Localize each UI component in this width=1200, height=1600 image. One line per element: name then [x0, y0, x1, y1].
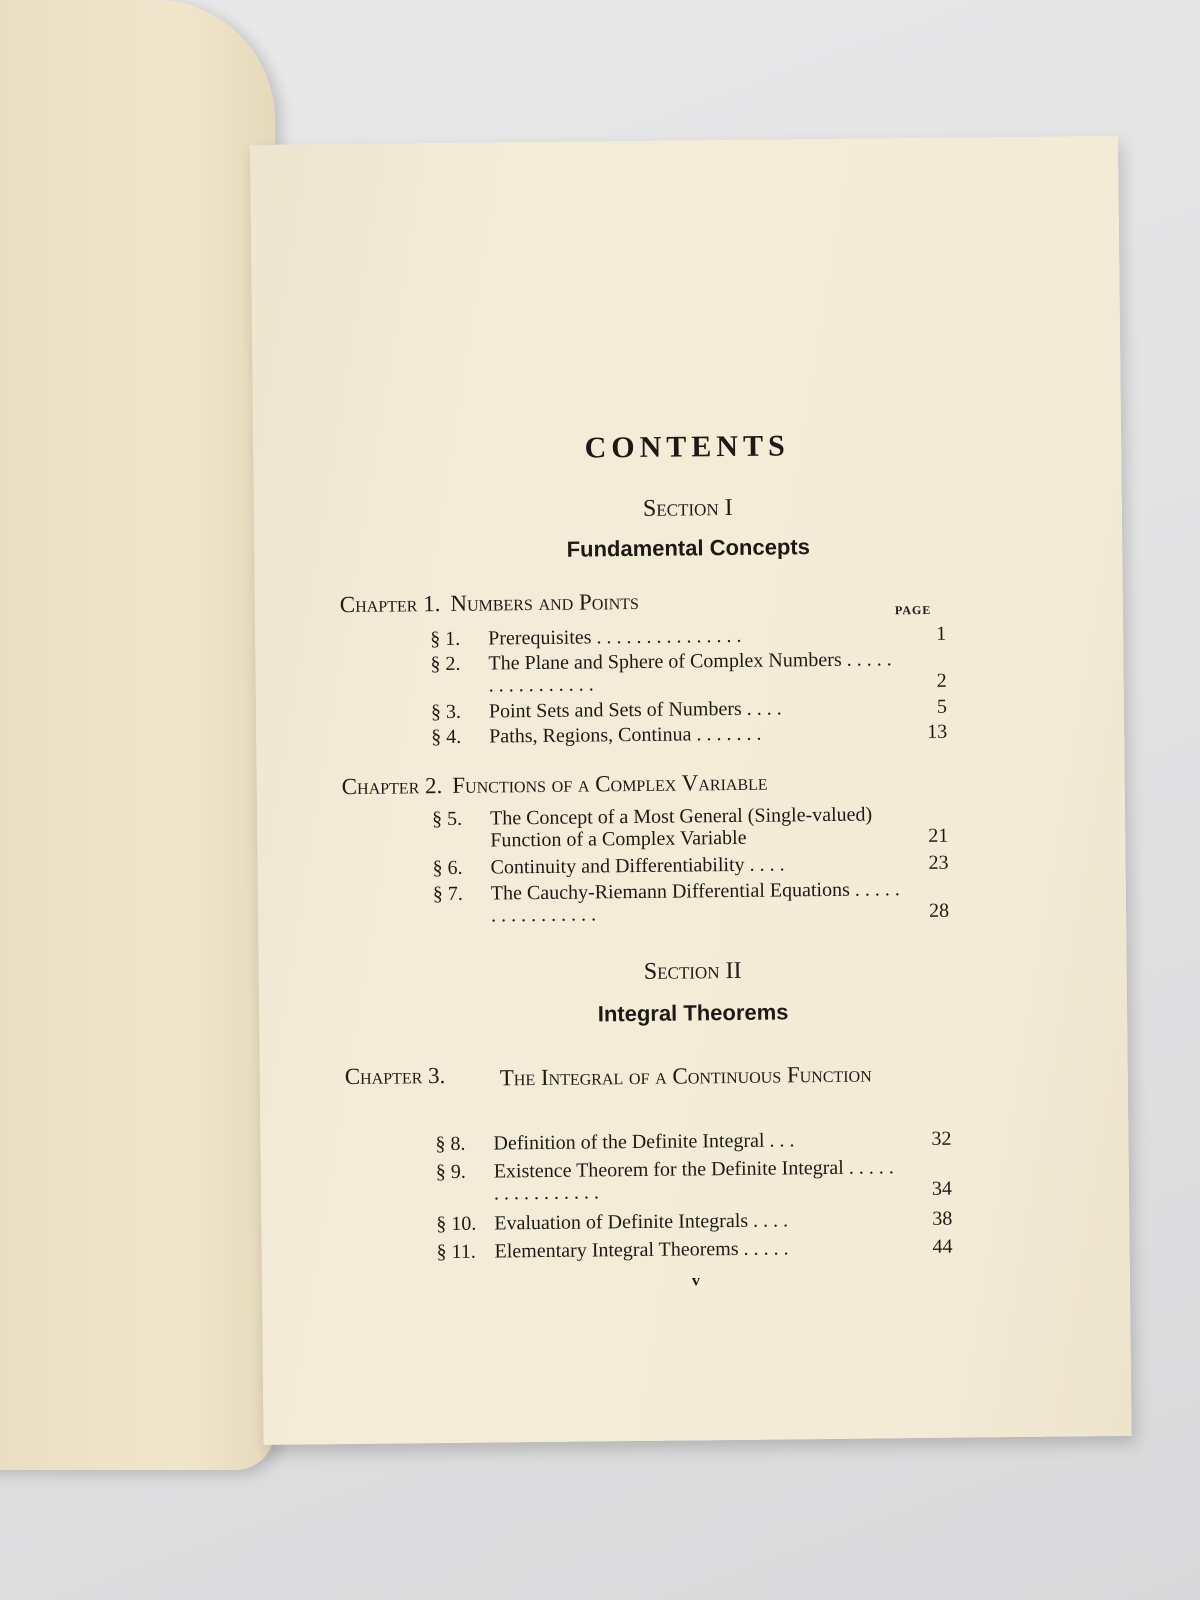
entry-number: § 5. — [431, 807, 463, 831]
entry-page: 5 — [936, 695, 948, 718]
entry-number: § 7. — [432, 882, 463, 906]
entry-title: Point Sets and Sets of Numbers . . . . — [488, 697, 782, 723]
toc-entry[interactable] — [430, 622, 947, 651]
chapter-title: The Integral of a Continuous Function — [499, 1061, 872, 1091]
toc-entry[interactable] — [435, 1127, 952, 1156]
toc-entry[interactable] — [436, 1235, 953, 1264]
chapter-title: Numbers and Points — [450, 588, 639, 616]
entry-title: The Plane and Sphere of Complex Numbers . . . . . . . . . . . . . . . . — [488, 648, 892, 697]
entry-title: Continuity and Differentiability . . . . — [490, 853, 785, 879]
entry-page: 44 — [932, 1235, 953, 1258]
entry-number: § 6. — [432, 856, 463, 880]
entry-title: The Cauchy-Riemann Differential Equations . . . . . . . . . . . . . . . . — [490, 878, 900, 927]
entry-title: The Concept of a Most General (Single-valued) Function of a Complex Variable — [489, 803, 873, 852]
entry-page: 2 — [936, 669, 947, 692]
entry-title: Evaluation of Definite Integrals . . . . — [494, 1209, 789, 1235]
entry-title: Existence Theorem for the Definite Integral . . . . . . . . . . . . . . . . — [493, 1156, 894, 1205]
section-subtitle: Fundamental Concepts — [566, 534, 810, 562]
entry-page: 23 — [928, 851, 949, 874]
toc-entry[interactable] — [432, 878, 950, 927]
section-label: Section I — [642, 494, 733, 522]
chapter-label: Chapter 2. — [341, 773, 443, 800]
entry-title: Definition of the Definite Integral . . . — [493, 1129, 795, 1155]
entry-title: Elementary Integral Theorems . . . . . — [494, 1237, 789, 1263]
left-page — [0, 0, 275, 1470]
entry-number: § 1. — [430, 627, 461, 651]
page-column-label: PAGE — [894, 602, 932, 618]
entry-number: § 4. — [431, 725, 462, 749]
section-subtitle: Integral Theorems — [597, 999, 789, 1027]
entry-number: § 11. — [436, 1240, 476, 1264]
chapter-heading — [340, 589, 639, 618]
page-folio: v — [691, 1272, 701, 1290]
chapter-heading — [345, 1058, 925, 1090]
entry-title: Paths, Regions, Continua . . . . . . . — [489, 722, 762, 748]
entry-title: Prerequisites . . . . . . . . . . . . . . . — [488, 624, 742, 650]
toc-entry[interactable] — [435, 1156, 953, 1205]
entry-number: § 10. — [436, 1212, 477, 1236]
entry-page: 34 — [931, 1177, 953, 1200]
entry-number: § 2. — [430, 652, 461, 676]
entry-page: 38 — [932, 1207, 953, 1230]
entry-number: § 9. — [435, 1160, 466, 1184]
toc-entry[interactable] — [430, 695, 948, 724]
chapter-label: Chapter 1. — [339, 591, 441, 618]
chapter-label: Chapter 3. — [344, 1063, 446, 1090]
entry-number: § 8. — [435, 1132, 466, 1156]
entry-page: 32 — [931, 1127, 952, 1150]
contents-page — [250, 136, 1132, 1445]
toc-entry[interactable] — [436, 1207, 953, 1236]
entry-page: 13 — [927, 720, 948, 743]
entry-page: 21 — [928, 824, 949, 847]
section-label: Section II — [643, 957, 742, 985]
entry-page: 1 — [936, 622, 947, 645]
chapter-title: Functions of a Complex Variable — [452, 769, 768, 798]
entry-number: § 3. — [430, 700, 462, 724]
toc-entry[interactable] — [432, 851, 949, 880]
chapter-heading — [342, 770, 768, 800]
toc-entry[interactable] — [431, 803, 949, 852]
contents-title: CONTENTS — [584, 429, 790, 465]
entry-page: 28 — [928, 899, 950, 922]
